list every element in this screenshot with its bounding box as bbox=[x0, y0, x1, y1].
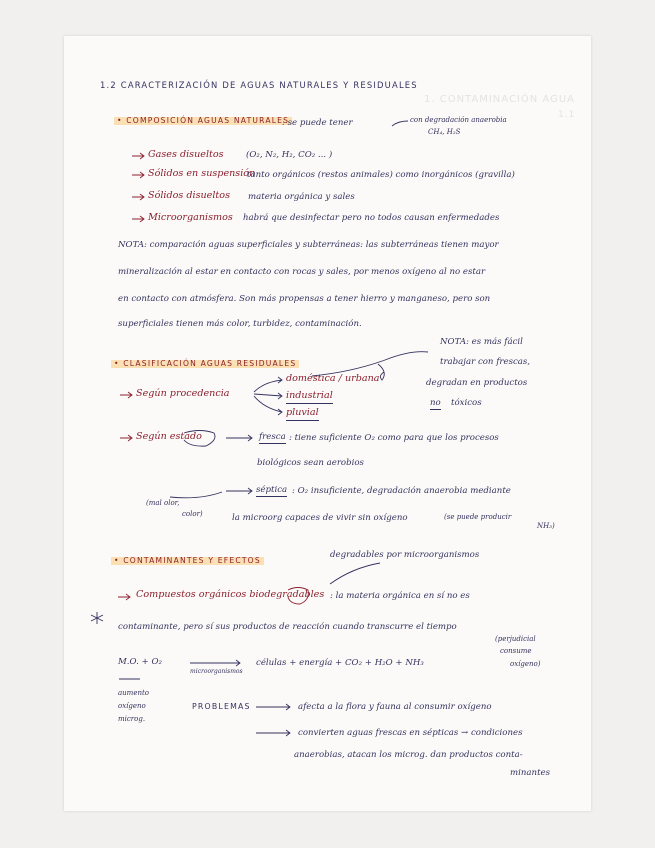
procedencia-domestica: doméstica / urbana bbox=[286, 373, 380, 384]
compuestos-line1: : la materia orgánica en sí no es bbox=[330, 591, 470, 601]
septica-line1: : O₂ insuficiente, degradación anaerobia mediante bbox=[292, 486, 511, 496]
problemas-label: PROBLEMAS bbox=[192, 702, 251, 711]
septica-line2: la microorg capaces de vivir sin oxígeno bbox=[232, 513, 408, 523]
composicion-note-line1: con degradación anaerobia bbox=[410, 116, 507, 124]
septica-line3: (se puede producir bbox=[444, 513, 512, 521]
bleed-through-heading: 1. CONTAMINACIÓN AGUA bbox=[424, 94, 575, 105]
problema-1: afecta a la flora y fauna al consumir oxígeno bbox=[298, 702, 492, 712]
side-note-line1: NOTA: es más fácil bbox=[440, 337, 523, 347]
compuestos-line2: contaminante, pero sí sus productos de reacción cuando transcurre el tiempo bbox=[118, 622, 457, 632]
problema-2: convierten aguas frescas en sépticas → condiciones bbox=[298, 728, 523, 738]
contaminantes-heading: • CONTAMINANTES Y EFECTOS bbox=[111, 557, 264, 565]
aumento-line1: aumento bbox=[118, 689, 149, 697]
procedencia-pluvial: pluvial bbox=[286, 408, 319, 421]
bleed-through-number: 1.1 bbox=[558, 110, 576, 120]
suspension-label: Sólidos en suspensión bbox=[148, 168, 256, 179]
composicion-suffix: : se puede tener bbox=[282, 118, 353, 128]
septica-line4: NH₃) bbox=[537, 522, 555, 530]
problema-4: minantes bbox=[510, 768, 551, 778]
perjudicial-line1: (perjudicial bbox=[495, 635, 536, 643]
nota-line1: NOTA: comparación aguas superficiales y subterráneas: las subterráneas tienen mayor bbox=[118, 240, 499, 250]
procedencia-industrial: industrial bbox=[286, 391, 333, 404]
equation-catalyst: microorganismos bbox=[190, 668, 243, 675]
equation-right: células + energía + CO₂ + H₂O + NH₃ bbox=[256, 658, 424, 668]
estado-label: Según estado bbox=[136, 431, 202, 442]
equation-left: M.O. + O₂ bbox=[118, 657, 162, 667]
mal-olor-line2: color) bbox=[182, 510, 203, 518]
side-note-no: no bbox=[430, 399, 441, 410]
side-note-line4: tóxicos bbox=[451, 398, 482, 408]
procedencia-label: Según procedencia bbox=[136, 388, 230, 399]
side-note-line3: degradan en productos bbox=[426, 378, 528, 388]
perjudicial-line3: oxígeno) bbox=[510, 660, 541, 668]
page-title: 1.2 CARACTERIZACIÓN DE AGUAS NATURALES Y RESIDUALES bbox=[100, 80, 418, 90]
clasificacion-heading: • CLASIFICACIÓN AGUAS RESIDUALES bbox=[111, 360, 299, 368]
mal-olor-line1: (mal olor, bbox=[146, 499, 180, 507]
side-note-line2: trabajar con frescas, bbox=[440, 357, 531, 367]
perjudicial-line2: consume bbox=[500, 647, 532, 655]
gases-text: (O₂, N₂, H₂, CO₂ ... ) bbox=[246, 150, 333, 160]
microorganismos-label: Microorganismos bbox=[148, 212, 233, 223]
septica-label: séptica bbox=[256, 486, 287, 497]
gases-label: Gases disueltos bbox=[148, 149, 224, 160]
problema-3: anaerobias, atacan los microg. dan productos conta- bbox=[294, 750, 523, 760]
disueltos-text: materia orgánica y sales bbox=[248, 192, 355, 202]
microorganismos-text: habrá que desinfectar pero no todos causan enfermedades bbox=[243, 213, 500, 223]
nota-line2: mineralización al estar en contacto con rocas y sales, por menos oxígeno al no estar bbox=[118, 267, 486, 277]
disueltos-label: Sólidos disueltos bbox=[148, 190, 230, 201]
aumento-line2: oxígeno bbox=[118, 702, 146, 710]
suspension-text: tanto orgánicos (restos animales) como inorgánicos (gravilla) bbox=[247, 170, 515, 180]
aumento-line3: microg. bbox=[118, 715, 146, 723]
degradables-note: degradables por microorganismos bbox=[330, 550, 480, 560]
fresca-line1: : tiene suficiente O₂ como para que los procesos bbox=[289, 433, 499, 443]
composicion-heading: • COMPOSICIÓN AGUAS NATURALES bbox=[114, 117, 292, 125]
nota-line3: en contacto con atmósfera. Son más propensas a tener hierro y manganeso, pero son bbox=[118, 294, 491, 304]
nota-line4: superficiales tienen más color, turbidez, contaminación. bbox=[118, 319, 362, 329]
fresca-line2: biológicos sean aerobios bbox=[257, 458, 364, 468]
composicion-note-line2: CH₄, H₂S bbox=[428, 128, 461, 136]
fresca-label: fresca bbox=[259, 433, 286, 444]
compuestos-label: Compuestos orgánicos biodegradables bbox=[136, 589, 325, 600]
